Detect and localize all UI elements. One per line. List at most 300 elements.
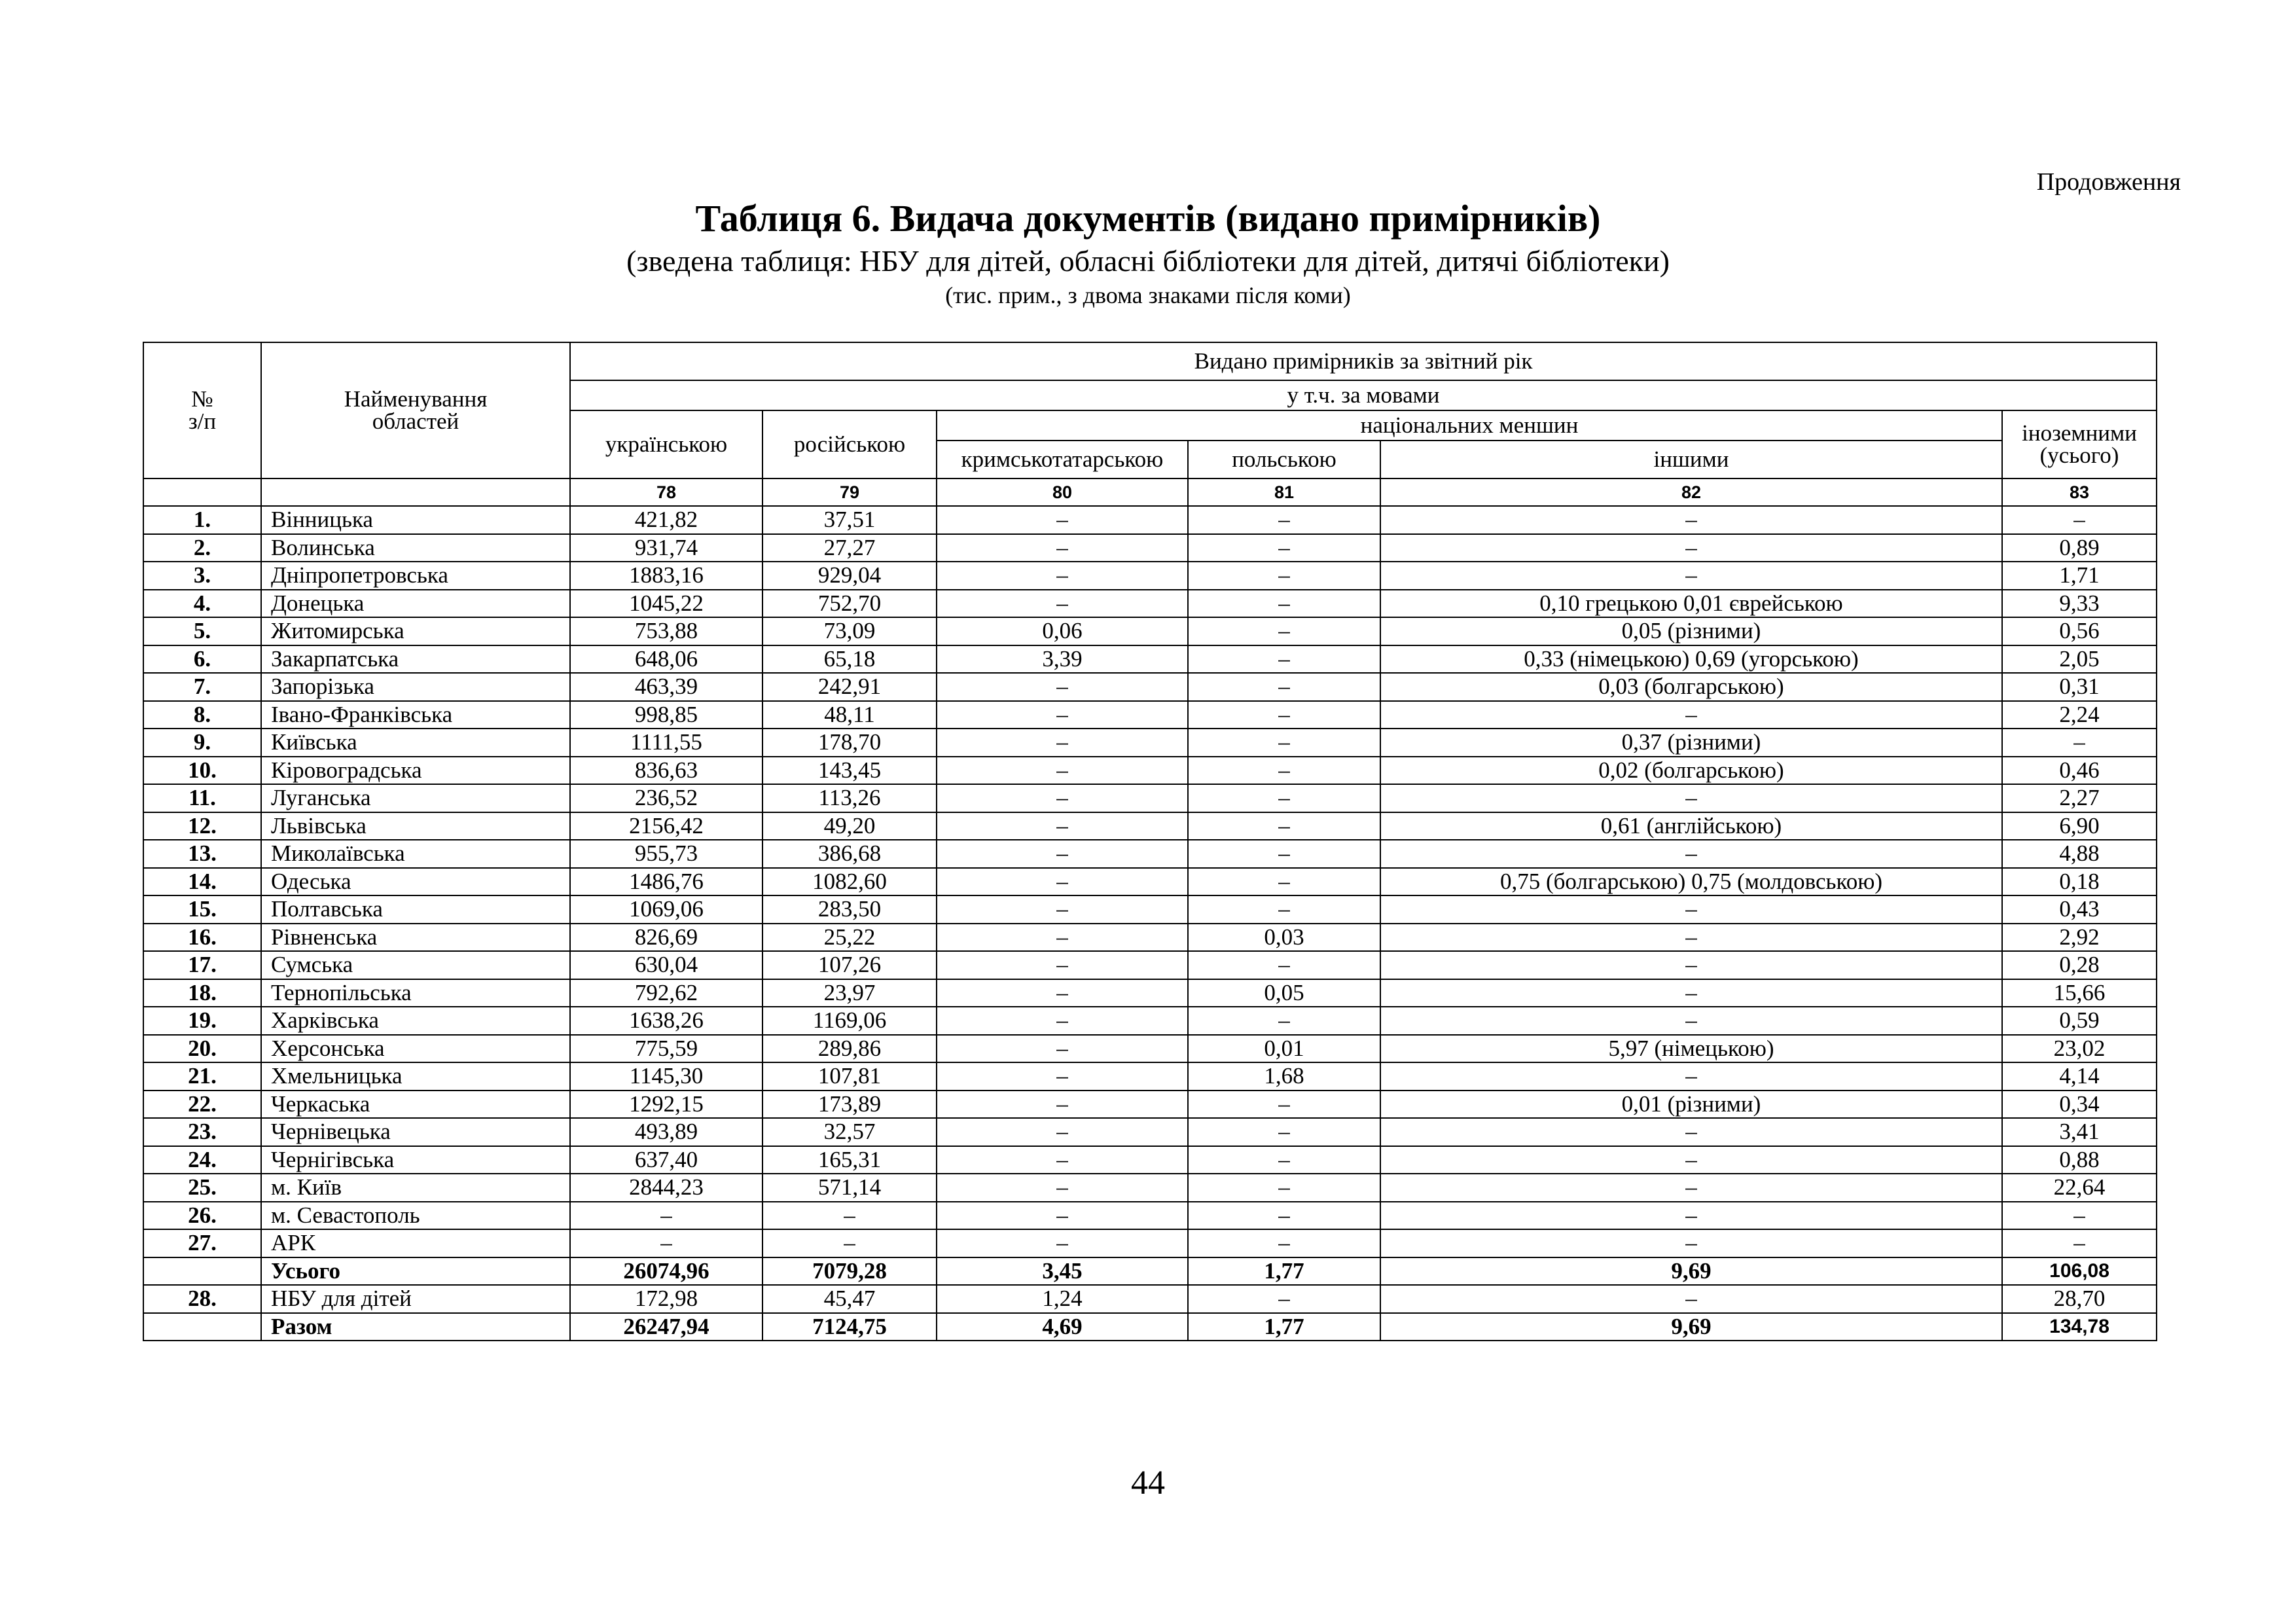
polish-value: –	[1188, 951, 1380, 979]
ukrainian-value: 26074,96	[570, 1257, 762, 1286]
header-foreign-line1: іноземними	[2022, 420, 2137, 446]
region-name: Разом	[261, 1313, 570, 1341]
page-number: 44	[1131, 1464, 1165, 1502]
region-name: м. Севастополь	[261, 1202, 570, 1230]
column-number: 81	[1188, 478, 1380, 506]
others-value: –	[1380, 1007, 2002, 1035]
table-row	[143, 1202, 2157, 1230]
table-row	[143, 924, 2157, 952]
column-number: 83	[2002, 478, 2157, 506]
row-number: 12.	[143, 812, 261, 840]
foreign-value: 0,88	[2002, 1146, 2157, 1174]
others-value: –	[1380, 1146, 2002, 1174]
ukrainian-value: 792,62	[570, 979, 762, 1007]
polish-value: –	[1188, 1007, 1380, 1035]
polish-value: –	[1188, 757, 1380, 785]
others-value: 0,02 (болгарською)	[1380, 757, 2002, 785]
region-name: Миколаївська	[261, 840, 570, 868]
polish-value: –	[1188, 645, 1380, 674]
region-name: Житомирська	[261, 617, 570, 645]
ukrainian-value: 931,74	[570, 534, 762, 562]
foreign-value: 2,05	[2002, 645, 2157, 674]
ukrainian-value: 1292,15	[570, 1091, 762, 1119]
table-row	[143, 1118, 2157, 1146]
ukrainian-value: 826,69	[570, 924, 762, 952]
crimean-tatar-value: –	[937, 1146, 1188, 1174]
others-value: 5,97 (німецькою)	[1380, 1035, 2002, 1063]
others-value: –	[1380, 951, 2002, 979]
region-name: Тернопільська	[261, 979, 570, 1007]
column-number: 82	[1380, 478, 2002, 506]
row-number: 2.	[143, 534, 261, 562]
polish-value: –	[1188, 729, 1380, 757]
foreign-value: 0,46	[2002, 757, 2157, 785]
russian-value: 37,51	[762, 506, 937, 534]
others-value: 9,69	[1380, 1257, 2002, 1286]
crimean-tatar-value: –	[937, 590, 1188, 618]
ukrainian-value: 1069,06	[570, 895, 762, 924]
russian-value: 49,20	[762, 812, 937, 840]
others-value: –	[1380, 1229, 2002, 1257]
region-name: Київська	[261, 729, 570, 757]
polish-value: –	[1188, 590, 1380, 618]
region-name: Волинська	[261, 534, 570, 562]
issuance-table	[143, 342, 2157, 1341]
header-polish: польською	[1188, 441, 1380, 478]
region-name: Львівська	[261, 812, 570, 840]
polish-value: –	[1188, 1091, 1380, 1119]
russian-value: 929,04	[762, 562, 937, 590]
ukrainian-value: 1486,76	[570, 868, 762, 896]
column-number: 80	[937, 478, 1188, 506]
region-name: м. Київ	[261, 1174, 570, 1202]
crimean-tatar-value: –	[937, 812, 1188, 840]
ukrainian-value: 2156,42	[570, 812, 762, 840]
crimean-tatar-value: –	[937, 840, 1188, 868]
russian-value: 7079,28	[762, 1257, 937, 1286]
ukrainian-value: 2844,23	[570, 1174, 762, 1202]
header-ukrainian: українською	[570, 410, 762, 478]
polish-value: –	[1188, 895, 1380, 924]
row-number: 20.	[143, 1035, 261, 1063]
polish-value: –	[1188, 617, 1380, 645]
others-value: –	[1380, 1174, 2002, 1202]
crimean-tatar-value: –	[937, 1118, 1188, 1146]
polish-value: –	[1188, 868, 1380, 896]
foreign-value: –	[2002, 506, 2157, 534]
others-value: –	[1380, 895, 2002, 924]
row-number: 10.	[143, 757, 261, 785]
row-number: 28.	[143, 1285, 261, 1313]
table-row	[143, 1146, 2157, 1174]
row-number: 23.	[143, 1118, 261, 1146]
ukrainian-value: 1883,16	[570, 562, 762, 590]
region-name: Закарпатська	[261, 645, 570, 674]
others-value: –	[1380, 840, 2002, 868]
russian-value: 65,18	[762, 645, 937, 674]
table-row	[143, 673, 2157, 701]
others-value: –	[1380, 1118, 2002, 1146]
russian-value: 27,27	[762, 534, 937, 562]
header-foreign	[2002, 410, 2157, 478]
others-value: –	[1380, 506, 2002, 534]
russian-value: –	[762, 1229, 937, 1257]
crimean-tatar-value: –	[937, 895, 1188, 924]
crimean-tatar-value: –	[937, 979, 1188, 1007]
ukrainian-value: 236,52	[570, 784, 762, 812]
ukrainian-value: 630,04	[570, 951, 762, 979]
others-value: 0,05 (різними)	[1380, 617, 2002, 645]
table-row	[143, 506, 2157, 534]
table-row	[143, 979, 2157, 1007]
russian-value: 173,89	[762, 1091, 937, 1119]
header-others: іншими	[1380, 441, 2002, 478]
column-number: 79	[762, 478, 937, 506]
region-name: Донецька	[261, 590, 570, 618]
polish-value: –	[1188, 701, 1380, 729]
others-value: 9,69	[1380, 1313, 2002, 1341]
region-name: НБУ для дітей	[261, 1285, 570, 1313]
foreign-value: 22,64	[2002, 1174, 2157, 1202]
ukrainian-value: 836,63	[570, 757, 762, 785]
crimean-tatar-value: –	[937, 729, 1188, 757]
crimean-tatar-value: 3,45	[937, 1257, 1188, 1286]
row-number: 27.	[143, 1229, 261, 1257]
russian-value: 107,26	[762, 951, 937, 979]
row-number: 19.	[143, 1007, 261, 1035]
russian-value: 386,68	[762, 840, 937, 868]
row-number: 14.	[143, 868, 261, 896]
foreign-value: 6,90	[2002, 812, 2157, 840]
crimean-tatar-value: –	[937, 868, 1188, 896]
foreign-value: 28,70	[2002, 1285, 2157, 1313]
table-row	[143, 812, 2157, 840]
foreign-value: 0,56	[2002, 617, 2157, 645]
foreign-value: 1,71	[2002, 562, 2157, 590]
polish-value: 1,68	[1188, 1062, 1380, 1091]
polish-value: –	[1188, 534, 1380, 562]
russian-value: 178,70	[762, 729, 937, 757]
foreign-value: 0,28	[2002, 951, 2157, 979]
header-no-line1: №	[191, 386, 213, 412]
ukrainian-value: 421,82	[570, 506, 762, 534]
row-number: 17.	[143, 951, 261, 979]
russian-value: 571,14	[762, 1174, 937, 1202]
region-name: Запорізька	[261, 673, 570, 701]
header-name-line2: областей	[372, 408, 459, 434]
region-name: Харківська	[261, 1007, 570, 1035]
foreign-value: –	[2002, 729, 2157, 757]
table-subtitle: (зведена таблиця: НБУ для дітей, обласні бібліотеки для дітей, дитячі бібліотеки)	[626, 244, 1670, 278]
region-name: Чернігівська	[261, 1146, 570, 1174]
table-row	[143, 1174, 2157, 1202]
russian-value: 32,57	[762, 1118, 937, 1146]
others-value: 0,10 грецькою 0,01 єврейською	[1380, 590, 2002, 618]
polish-value: 0,01	[1188, 1035, 1380, 1063]
polish-value: –	[1188, 1202, 1380, 1230]
polish-value: –	[1188, 562, 1380, 590]
others-value: –	[1380, 924, 2002, 952]
crimean-tatar-value: 0,06	[937, 617, 1188, 645]
header-crimean-tatar: кримськотатарською	[937, 441, 1188, 478]
russian-value: 113,26	[762, 784, 937, 812]
russian-value: 1169,06	[762, 1007, 937, 1035]
row-number: 9.	[143, 729, 261, 757]
table-row	[143, 1007, 2157, 1035]
others-value: –	[1380, 979, 2002, 1007]
table-row	[143, 562, 2157, 590]
russian-value: 45,47	[762, 1285, 937, 1313]
region-name: Івано-Франківська	[261, 701, 570, 729]
row-number: 25.	[143, 1174, 261, 1202]
row-number	[143, 1313, 261, 1341]
column-number-row	[143, 478, 2157, 506]
polish-value: 0,03	[1188, 924, 1380, 952]
foreign-value: 134,78	[2002, 1313, 2157, 1341]
crimean-tatar-value: –	[937, 1035, 1188, 1063]
table-row	[143, 617, 2157, 645]
region-name: Кіровоградська	[261, 757, 570, 785]
polish-value: –	[1188, 1174, 1380, 1202]
polish-value: –	[1188, 1285, 1380, 1313]
region-name: Дніпропетровська	[261, 562, 570, 590]
row-number: 16.	[143, 924, 261, 952]
region-name: Рівненська	[261, 924, 570, 952]
table-row	[143, 1091, 2157, 1119]
crimean-tatar-value: –	[937, 506, 1188, 534]
region-name: Полтавська	[261, 895, 570, 924]
russian-value: 283,50	[762, 895, 937, 924]
polish-value: –	[1188, 506, 1380, 534]
row-number: 22.	[143, 1091, 261, 1119]
row-number: 15.	[143, 895, 261, 924]
header-russian: російською	[762, 410, 937, 478]
foreign-value: 4,88	[2002, 840, 2157, 868]
ukrainian-value: 998,85	[570, 701, 762, 729]
region-name: Луганська	[261, 784, 570, 812]
total-row	[143, 1257, 2157, 1286]
foreign-value: 2,27	[2002, 784, 2157, 812]
polish-value: –	[1188, 784, 1380, 812]
ukrainian-value: 1638,26	[570, 1007, 762, 1035]
polish-value: –	[1188, 812, 1380, 840]
table-row	[143, 534, 2157, 562]
foreign-value: 0,43	[2002, 895, 2157, 924]
polish-value: –	[1188, 1229, 1380, 1257]
region-name: АРК	[261, 1229, 570, 1257]
russian-value: 7124,75	[762, 1313, 937, 1341]
crimean-tatar-value: –	[937, 562, 1188, 590]
foreign-value: 0,34	[2002, 1091, 2157, 1119]
foreign-value: 4,14	[2002, 1062, 2157, 1091]
crimean-tatar-value: –	[937, 1202, 1188, 1230]
others-value: 0,61 (англійською)	[1380, 812, 2002, 840]
others-value: –	[1380, 784, 2002, 812]
row-number	[143, 1257, 261, 1286]
foreign-value: 2,24	[2002, 701, 2157, 729]
polish-value: 1,77	[1188, 1257, 1380, 1286]
row-number: 3.	[143, 562, 261, 590]
polish-value: –	[1188, 840, 1380, 868]
row-number: 8.	[143, 701, 261, 729]
region-name: Сумська	[261, 951, 570, 979]
ukrainian-value: 26247,94	[570, 1313, 762, 1341]
region-name: Вінницька	[261, 506, 570, 534]
ukrainian-value: 463,39	[570, 673, 762, 701]
russian-value: 165,31	[762, 1146, 937, 1174]
continuation-label: Продовження	[2036, 168, 2181, 196]
foreign-value: 2,92	[2002, 924, 2157, 952]
table-row	[143, 1062, 2157, 1091]
russian-value: 1082,60	[762, 868, 937, 896]
foreign-value: 0,89	[2002, 534, 2157, 562]
polish-value: –	[1188, 1118, 1380, 1146]
region-name: Черкаська	[261, 1091, 570, 1119]
foreign-value: 15,66	[2002, 979, 2157, 1007]
ukrainian-value: 172,98	[570, 1285, 762, 1313]
table-row	[143, 951, 2157, 979]
header-minorities: національних меншин	[937, 410, 2002, 441]
header-name-line1: Найменування	[344, 386, 488, 412]
ukrainian-value: 753,88	[570, 617, 762, 645]
table-row	[143, 1035, 2157, 1063]
ukrainian-value: –	[570, 1229, 762, 1257]
header-issued: Видано примірників за звітний рік	[570, 342, 2157, 380]
crimean-tatar-value: –	[937, 673, 1188, 701]
russian-value: 23,97	[762, 979, 937, 1007]
row-number: 21.	[143, 1062, 261, 1091]
others-value: 0,75 (болгарською) 0,75 (молдовською)	[1380, 868, 2002, 896]
others-value: 0,33 (німецькою) 0,69 (угорською)	[1380, 645, 2002, 674]
foreign-value: 0,18	[2002, 868, 2157, 896]
crimean-tatar-value: –	[937, 1174, 1188, 1202]
row-number: 1.	[143, 506, 261, 534]
foreign-value: 3,41	[2002, 1118, 2157, 1146]
crimean-tatar-value: –	[937, 757, 1188, 785]
table-row	[143, 840, 2157, 868]
russian-value: 752,70	[762, 590, 937, 618]
ukrainian-value: –	[570, 1202, 762, 1230]
column-number-blank	[261, 478, 570, 506]
russian-value: –	[762, 1202, 937, 1230]
russian-value: 242,91	[762, 673, 937, 701]
row-number: 6.	[143, 645, 261, 674]
column-number-blank	[143, 478, 261, 506]
row-number: 7.	[143, 673, 261, 701]
region-name: Чернівецька	[261, 1118, 570, 1146]
crimean-tatar-value: –	[937, 1229, 1188, 1257]
region-name: Хмельницька	[261, 1062, 570, 1091]
ukrainian-value: 955,73	[570, 840, 762, 868]
ukrainian-value: 775,59	[570, 1035, 762, 1063]
crimean-tatar-value: 1,24	[937, 1285, 1188, 1313]
column-number: 78	[570, 478, 762, 506]
grand-total-row	[143, 1313, 2157, 1341]
crimean-tatar-value: –	[937, 951, 1188, 979]
others-value: –	[1380, 1202, 2002, 1230]
foreign-value: 0,31	[2002, 673, 2157, 701]
ukrainian-value: 1045,22	[570, 590, 762, 618]
row-number: 5.	[143, 617, 261, 645]
russian-value: 107,81	[762, 1062, 937, 1091]
polish-value: –	[1188, 1146, 1380, 1174]
row-number: 11.	[143, 784, 261, 812]
ukrainian-value: 493,89	[570, 1118, 762, 1146]
crimean-tatar-value: –	[937, 924, 1188, 952]
crimean-tatar-value: –	[937, 1062, 1188, 1091]
ukrainian-value: 648,06	[570, 645, 762, 674]
others-value: –	[1380, 701, 2002, 729]
row-number: 26.	[143, 1202, 261, 1230]
row-number: 24.	[143, 1146, 261, 1174]
ukrainian-value: 637,40	[570, 1146, 762, 1174]
crimean-tatar-value: 3,39	[937, 645, 1188, 674]
polish-value: 0,05	[1188, 979, 1380, 1007]
row-number: 18.	[143, 979, 261, 1007]
russian-value: 143,45	[762, 757, 937, 785]
foreign-value: 23,02	[2002, 1035, 2157, 1063]
others-value: –	[1380, 1062, 2002, 1091]
table-row	[143, 784, 2157, 812]
table-row	[143, 757, 2157, 785]
russian-value: 25,22	[762, 924, 937, 952]
region-name: Усього	[261, 1257, 570, 1286]
crimean-tatar-value: –	[937, 534, 1188, 562]
others-value: –	[1380, 562, 2002, 590]
foreign-value: 0,59	[2002, 1007, 2157, 1035]
table-row	[143, 1229, 2157, 1257]
crimean-tatar-value: –	[937, 701, 1188, 729]
table-title: Таблиця 6. Видача документів (видано примірників)	[695, 197, 1601, 240]
russian-value: 73,09	[762, 617, 937, 645]
table-row	[143, 645, 2157, 674]
polish-value: –	[1188, 673, 1380, 701]
table-row	[143, 729, 2157, 757]
table-row	[143, 701, 2157, 729]
others-value: –	[1380, 1285, 2002, 1313]
table-body	[143, 506, 2157, 1341]
table-units-note: (тис. прим., з двома знаками після коми)	[945, 282, 1351, 308]
header-no-line2: з/п	[188, 408, 217, 434]
others-value: 0,01 (різними)	[1380, 1091, 2002, 1119]
ukrainian-value: 1111,55	[570, 729, 762, 757]
table-row	[143, 895, 2157, 924]
russian-value: 48,11	[762, 701, 937, 729]
russian-value: 289,86	[762, 1035, 937, 1063]
table-row	[143, 590, 2157, 618]
others-value: 0,03 (болгарською)	[1380, 673, 2002, 701]
row-number: 13.	[143, 840, 261, 868]
nbu-row	[143, 1285, 2157, 1313]
region-name: Одеська	[261, 868, 570, 896]
crimean-tatar-value: –	[937, 1091, 1188, 1119]
foreign-value: 106,08	[2002, 1257, 2157, 1286]
header-name	[261, 342, 570, 478]
header-foreign-line2: (усього)	[2039, 442, 2119, 468]
crimean-tatar-value: 4,69	[937, 1313, 1188, 1341]
header-by-language: у т.ч. за мовами	[570, 380, 2157, 410]
region-name: Херсонська	[261, 1035, 570, 1063]
crimean-tatar-value: –	[937, 784, 1188, 812]
row-number: 4.	[143, 590, 261, 618]
polish-value: 1,77	[1188, 1313, 1380, 1341]
foreign-value: 9,33	[2002, 590, 2157, 618]
foreign-value: –	[2002, 1229, 2157, 1257]
others-value: –	[1380, 534, 2002, 562]
ukrainian-value: 1145,30	[570, 1062, 762, 1091]
crimean-tatar-value: –	[937, 1007, 1188, 1035]
foreign-value: –	[2002, 1202, 2157, 1230]
